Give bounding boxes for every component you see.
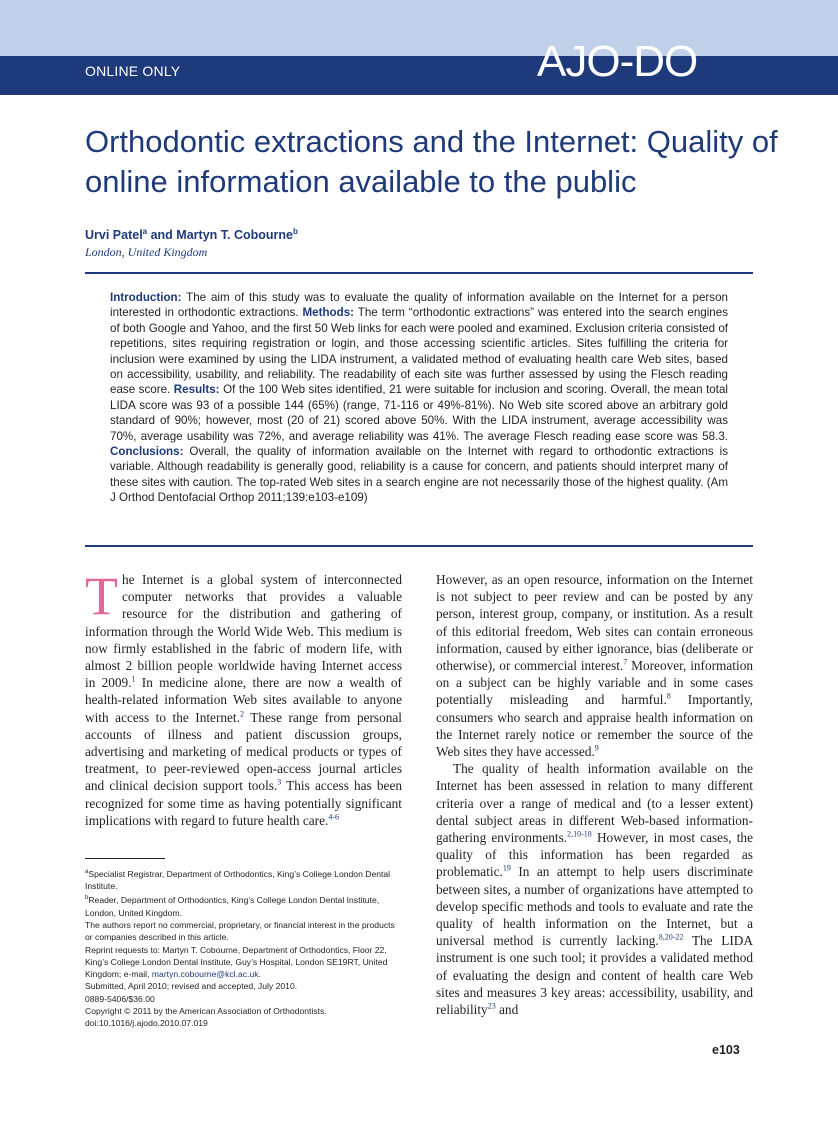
drop-cap: T [85, 566, 118, 626]
footnote-text: Reprint requests to: Martyn T. Cobourne, Department of Orthodontics, Floor 22, King’s College London Dental Institute, Guy’s Hospital, London SE19RT, United Kingdom; e-mail, [85, 944, 388, 980]
abstract-intro-text: The aim of this study was to evaluate the quality of information available on the Internet for a person interested in orthodontic extractions. [110, 291, 728, 320]
body-text: However, in most cases, the quality of this information has been regarded as problematic. [436, 830, 753, 880]
citation-ref[interactable]: 2 [239, 709, 244, 719]
footnote-submitted: Submitted, April 2010; revised and accepted, July 2010. [85, 981, 298, 992]
author-list [85, 227, 298, 242]
citation-ref[interactable]: 8 [666, 692, 671, 701]
author-name: Urvi Patel [85, 228, 143, 243]
section-label: ONLINE ONLY [85, 63, 181, 79]
author-connector: and [147, 228, 177, 243]
author-name: Martyn T. Cobourne [176, 228, 293, 243]
body-column-right [436, 571, 753, 1018]
abstract-methods-text: The term “orthodontic extractions” was entered into the search engines of both Google and Yahoo, and the first 50 Web links for each were pooled and examined. Exclusion criteria consisted of repetitions, sites requiring registration or login, and those accessing scientific articles. Sites fulfilling the criteria for inclusion were examined by using the LIDA instrument, a validated method of evaluating health care Web sites, based on accessibility, usability, and reliability. The readability of each site was further assessed by using the Flesch reading ease score. [110, 306, 728, 397]
citation-ref[interactable]: 7 [623, 657, 628, 667]
body-column-left [85, 566, 403, 829]
body-paragraph [85, 566, 403, 829]
footnote-price: 0889-5406/$36.00 [85, 993, 155, 1004]
footnote-text: . [258, 969, 261, 980]
footnote-b [85, 892, 402, 918]
citation-ref[interactable]: 3 [277, 778, 282, 788]
body-text: In an attempt to help users discriminate between sites, a number of organizations have attempted to develop specific methods and tools to evaluate and rate the quality of health information on the Internet, but a universal method is currently lacking. [436, 864, 753, 949]
footnote-copyright: Copyright © 2011 by the American Association of Orthodontists. [85, 1005, 327, 1016]
abstract-bottom-rule [85, 545, 753, 547]
email-link[interactable]: martyn.cobourne@kcl.ac.uk [151, 969, 259, 980]
citation-ref[interactable]: 23 [487, 1001, 496, 1011]
body-paragraph [436, 571, 753, 760]
citation-ref[interactable]: 8,20-22 [658, 932, 684, 942]
body-text: This access has been recognized for some time as having potentially significant implications with regard to future health care. [85, 778, 402, 828]
abstract-conclusions-text: Overall, the quality of information available on the Internet with regard to orthodontic extractions is variable. Although readability is generally good, reliability is a cause for concern, and patients should interpret many of these sites with caution. The top-rated Web sites in a search engine are not necessarily those of the highest quality. (Am J Orthod Dentofacial Orthop 2011;139:e103-e109) [110, 445, 728, 505]
footnote-doi: doi:10.1016/j.ajodo.2010.07.019 [85, 1018, 208, 1029]
citation-ref[interactable]: 19 [502, 864, 511, 874]
abstract [110, 290, 728, 506]
page-number: e103 [712, 1043, 740, 1057]
citation-ref[interactable]: 4-6 [328, 812, 339, 822]
footnote-marker: a [85, 869, 89, 875]
affiliation-marker: b [292, 227, 298, 236]
body-text: These range from personal accounts of illness and patient discussion groups, advertising and marketing of medical products or types of treatment, to peer-reviewed open-access journal articles and clinical decision support tools. [85, 709, 403, 794]
footnote-rule [85, 858, 165, 859]
abstract-results-label: Results: [173, 383, 220, 397]
footnote-a [85, 866, 402, 892]
body-text: However, as an open resource, information on the Internet is not subject to peer review and can be posted by any person, interest group, company, or institution. As a result of this editorial freedom, Web sites can contain erroneous information, caused by either ignorance, bias (deliberate or otherwise), or commercial interest. [436, 572, 753, 674]
footnote-disclosure: The authors report no commercial, proprietary, or financial interest in the products or companies described in this article. [85, 919, 395, 943]
body-text: In medicine alone, there are now a wealth of health-related information Web sites available to anyone with access to the Internet. [85, 675, 402, 725]
body-text: he Internet is a global system of interconnected computer networks that provides a valuable resource for the distribution and gathering of information through the World Wide Web. This medium is now firmly established in the fabric of modern life, with almost 2 billion people worldwide having Internet access in 2009. [85, 572, 402, 691]
body-text: Importantly, consumers who search and appraise health information on the Internet rarely notice or remember the source of the Web sites they have accessed. [436, 692, 753, 760]
body-text: The quality of health information available on the Internet has been assessed in relation to many different criteria over a range of medical and (to a lesser extent) dental subject areas in different Web-based information-gathering environments. [436, 761, 753, 846]
abstract-intro-label: Introduction: [110, 291, 182, 304]
footnote-text: Specialist Registrar, Department of Orthodontics, King’s College London Dental Institute. [85, 868, 391, 892]
citation-ref[interactable]: 1 [131, 674, 136, 684]
citation-ref[interactable]: 9 [594, 743, 599, 753]
citation-ref[interactable]: 2,10-18 [567, 829, 592, 839]
footnotes [85, 866, 402, 1030]
body-text: The LIDA instrument is one such tool; it provides a validated method of evaluating the design and content of health care Web sites and measures 3 key areas: accessibility, usability, and reliability [436, 933, 754, 1018]
author-affiliation: London, United Kingdom [85, 245, 208, 259]
header-top-band [0, 0, 838, 56]
body-paragraph [436, 760, 753, 1018]
journal-logo: AJO-DO [537, 37, 698, 86]
body-text: and [495, 1002, 519, 1018]
abstract-top-rule [85, 272, 753, 274]
body-text: Moreover, information on a subject can be highly variable and in some cases potentially misleading and harmful. [436, 658, 753, 708]
footnote-marker: b [85, 895, 89, 902]
footnote-text: Reader, Department of Orthodontics, King’s College London Dental Institute, London, United Kingdom. [85, 895, 380, 918]
footnote-reprint [85, 944, 402, 981]
abstract-conclusions-label: Conclusions: [110, 445, 184, 459]
article-title: Orthodontic extractions and the Internet: Quality of online information available to the public [85, 124, 778, 199]
abstract-results-text: Of the 100 Web sites identified, 21 were suitable for inclusion and scoring. Overall, the mean total LIDA score was 93 of a possible 144 (65%) (range, 71-116 or 49%-81%). No Web site scored above an arbitrary gold standard of 90%; however, most (20 of 21) scored above 50%. With the LIDA instrument, average accessibility was 70%, average usability was 72%, and average reliability was 41%. The average Flesch reading ease score was 58.3. [110, 383, 729, 443]
affiliation-marker: a [142, 227, 148, 236]
abstract-methods-label: Methods: [302, 306, 355, 320]
